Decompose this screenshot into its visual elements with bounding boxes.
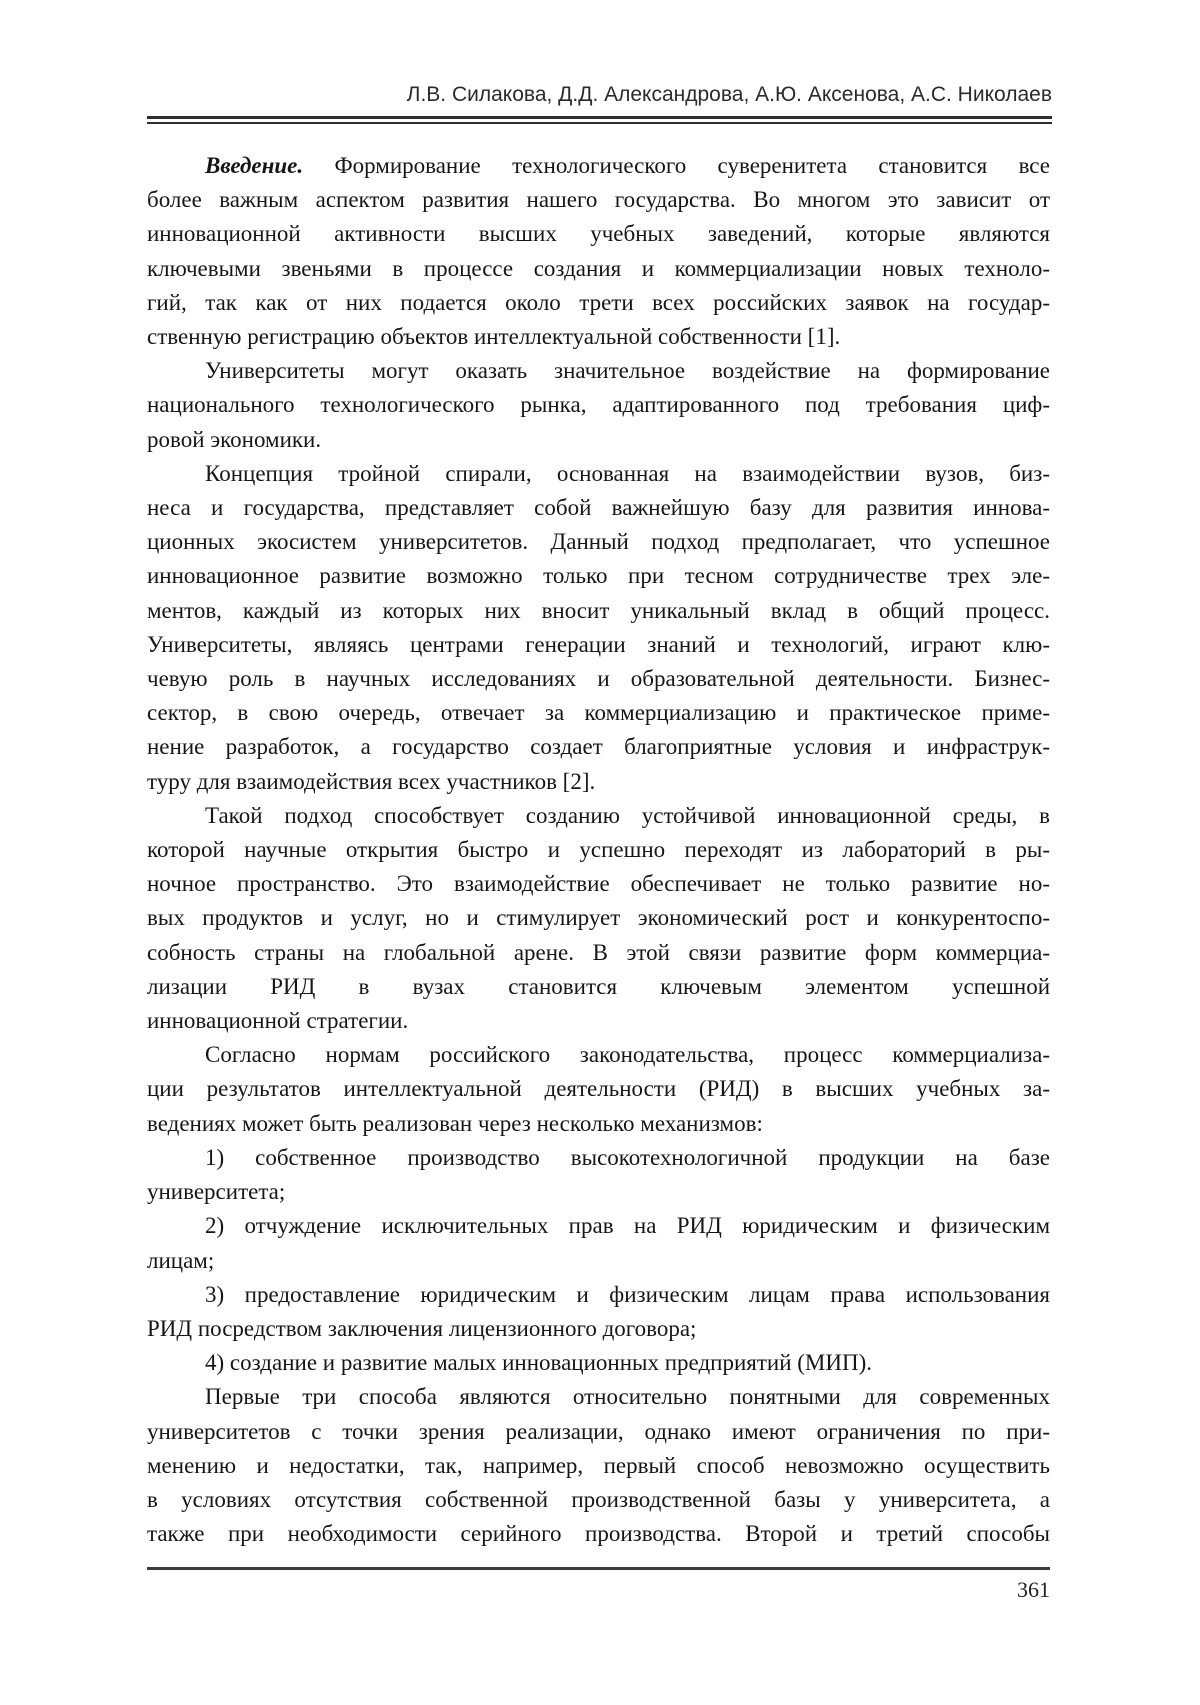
text-line: ведениях может быть реализован через несколько механизмов: (147, 1110, 763, 1136)
text-line: вых продуктов и услуг, но и стимулирует экономический рост и конкурентоспо- (147, 905, 1050, 931)
page-number: 361 (1017, 1577, 1050, 1602)
text-line: 2) отчуждение исключительных прав на РИД юридическим и физическим (205, 1213, 1050, 1239)
text-line: 1) собственное производство высокотехнологичной продукции на базе (205, 1144, 1050, 1170)
text-line: туру для взаимодействия всех участников [2]. (147, 768, 596, 794)
text-line: инновационной стратегии. (147, 1008, 409, 1034)
text-line: Первые три способа являются относительно понятными для современных (205, 1384, 1050, 1410)
text-line: менению и недостатки, так, например, первый способ невозможно осуществить (147, 1452, 1050, 1478)
text-line: университета; (147, 1179, 286, 1205)
text-line: ционных экосистем университетов. Данный подход предполагает, что успешное (147, 529, 1050, 555)
text-line: инновационной активности высших учебных заведений, которые являются (147, 221, 1050, 247)
text-line: ментов, каждый из которых них вносит уникальный вклад в общий процесс. (147, 597, 1050, 623)
text-line: Университеты могут оказать значительное воздействие на формирование (205, 358, 1050, 384)
text-line: ственную регистрацию объектов интеллектуальной собственности [1]. (147, 324, 841, 350)
text-line: лизации РИД в вузах становится ключевым элементом успешной (147, 973, 1050, 999)
header-double-rule (147, 116, 1052, 124)
text-line: гий, так как от них подается около трети всех российских заявок на государ- (147, 289, 1050, 315)
text-line: сектор, в свою очередь, отвечает за коммерциализацию и практическое приме- (147, 700, 1050, 726)
text-line: которой научные открытия быстро и успешно переходят из лабораторий в ры- (147, 837, 1050, 863)
paragraph-lead: Введение. (205, 153, 335, 178)
text-line: чевую роль в научных исследованиях и образовательной деятельности. Бизнес- (147, 666, 1050, 692)
text-line: национального технологического рынка, адаптированного под требования циф- (147, 392, 1050, 418)
text-line: 3) предоставление юридическим и физическим лицам права использования (205, 1281, 1050, 1307)
text-line: Концепция тройной спирали, основанная на взаимодействии вузов, биз- (205, 460, 1050, 486)
text-line: также при необходимости серийного производства. Второй и третий способы (147, 1521, 1050, 1547)
text-line: в условиях отсутствия собственной производственной базы у университета, а (147, 1486, 1050, 1512)
text-line: инновационное развитие возможно только при тесном сотрудничестве трех эле- (147, 563, 1050, 589)
text-line: университетов с точки зрения реализации, однако имеют ограничения по при- (147, 1418, 1050, 1444)
text-line: Введение. Формирование технологического суверенитета становится все (205, 153, 1050, 178)
text-line: Такой подход способствует созданию устойчивой инновационной среды, в (205, 802, 1050, 828)
text-line: лицам; (147, 1247, 215, 1273)
text-line: собность страны на глобальной арене. В этой связи развитие форм коммерциа- (147, 939, 1050, 965)
text-line: РИД посредством заключения лицензионного договора; (147, 1315, 697, 1341)
footer-rule (147, 1567, 1050, 1570)
text-line: Университеты, являясь центрами генерации знаний и технологий, играют клю- (147, 631, 1050, 657)
text-line: 4) создание и развитие малых инновационных предприятий (МИП). (205, 1350, 872, 1376)
text-line: более важным аспектом развития нашего государства. Во многом это зависит от (147, 187, 1050, 213)
text-line: ровой экономики. (147, 426, 322, 452)
text-line: ключевыми звеньями в процессе создания и коммерциализации новых техноло- (147, 255, 1050, 281)
text-line: неса и государства, представляет собой важнейшую базу для развития иннова- (147, 495, 1050, 521)
header-authors: Л.В. Силакова, Д.Д. Александрова, А.Ю. Аксенова, А.С. Николаев (406, 83, 1052, 106)
text-line: ночное пространство. Это взаимодействие обеспечивает не только развитие но- (147, 871, 1050, 897)
page-footer (147, 1567, 1050, 1603)
page-header (147, 82, 1052, 124)
article-body (147, 149, 1050, 1551)
text-line: Согласно нормам российского законодательства, процесс коммерциализа- (205, 1042, 1050, 1068)
text-line: нение разработок, а государство создает благоприятные условия и инфраструк- (147, 734, 1050, 760)
text-line: ции результатов интеллектуальной деятельности (РИД) в высших учебных за- (147, 1076, 1050, 1102)
